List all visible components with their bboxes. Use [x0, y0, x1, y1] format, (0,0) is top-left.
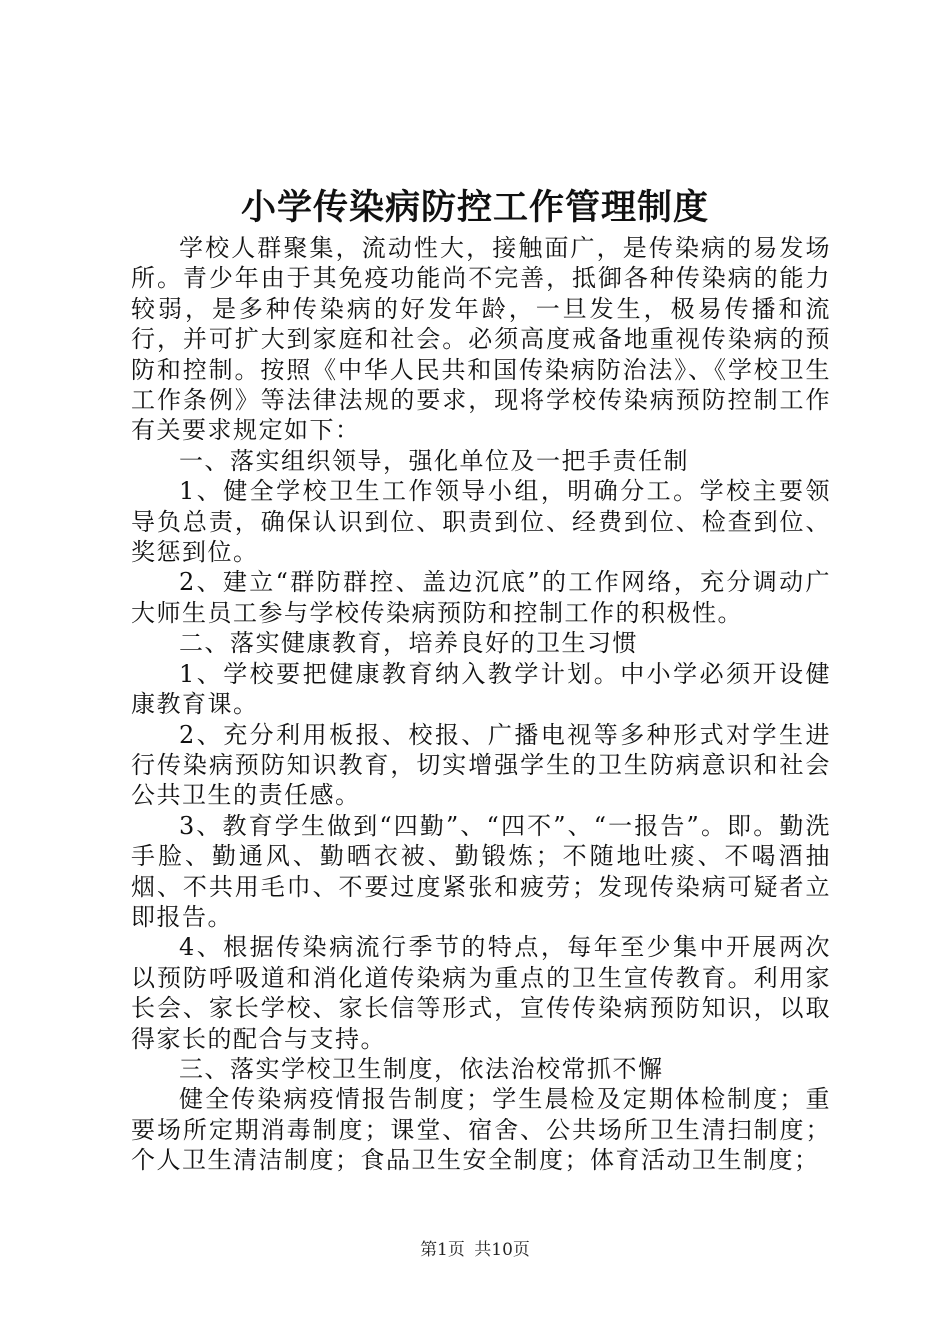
- section-heading-1: 一、落实组织领导，强化单位及一把手责任制: [179, 446, 689, 475]
- section-3-paragraph: 健全传染病疫情报告制度；学生晨检及定期体检制度；重要场所定期消毒制度；课堂、宿舍、公共场所卫生清扫制度；个人卫生清洁制度；食品卫生安全制度；体育活动卫生制度；: [131, 1085, 831, 1175]
- intro-paragraph: 学校人群聚集，流动性大，接触面广，是传染病的易发场所。青少年由于其免疫功能尚不完善，抵御各种传染病的能力较弱，是多种传染病的好发年龄，一旦发生，极易传播和流行，并可扩大到家庭和社会。必须高度戒备地重视传染病的预防和控制。按照《中华人民共和国传染病防治法》、《学校卫生工作条例》等法律法规的要求，现将学校传染病预防控制工作有关要求规定如下：: [131, 234, 831, 445]
- document-title: 小学传染病防控工作管理制度: [240, 187, 709, 228]
- section-2-item-1: 1、学校要把健康教育纳入教学计划。中小学必须开设健康教育课。: [131, 659, 831, 719]
- section-heading-2: 二、落实健康教育，培养良好的卫生习惯: [179, 629, 638, 658]
- section-heading-3: 三、落实学校卫生制度，依法治校常抓不懈: [179, 1054, 664, 1083]
- page-footer: [0, 1238, 950, 1262]
- page-total: 共10页: [474, 1240, 530, 1260]
- page-number: 第1页: [420, 1240, 465, 1260]
- section-2-item-4: 4、根据传染病流行季节的特点，每年至少集中开展两次以预防呼吸道和消化道传染病为重点的卫生宣传教育。利用家长会、家长学校、家长信等形式，宣传传染病预防知识，以取得家长的配合与支持。: [131, 933, 831, 1053]
- section-2-item-2: 2、充分利用板报、校报、广播电视等多种形式对学生进行传染病预防知识教育，切实增强学生的卫生防病意识和社会公共卫生的责任感。: [131, 720, 831, 810]
- section-1-item-1: 1、健全学校卫生工作领导小组，明确分工。学校主要领导负总责，确保认识到位、职责到位、经费到位、检查到位、奖惩到位。: [131, 477, 831, 567]
- section-2-item-3: 3、教育学生做到“四勤”、“四不”、“一报告”。即。勤洗手脸、勤通风、勤晒衣被、勤锻炼；不随地吐痰、不喝酒抽烟、不共用毛巾、不要过度紧张和疲劳；发现传染病可疑者立即报告。: [131, 811, 831, 931]
- document-body: [131, 233, 831, 1176]
- section-1-item-2: 2、建立“群防群控、盖边沉底”的工作网络，充分调动广大师生员工参与学校传染病预防和控制工作的积极性。: [131, 568, 831, 627]
